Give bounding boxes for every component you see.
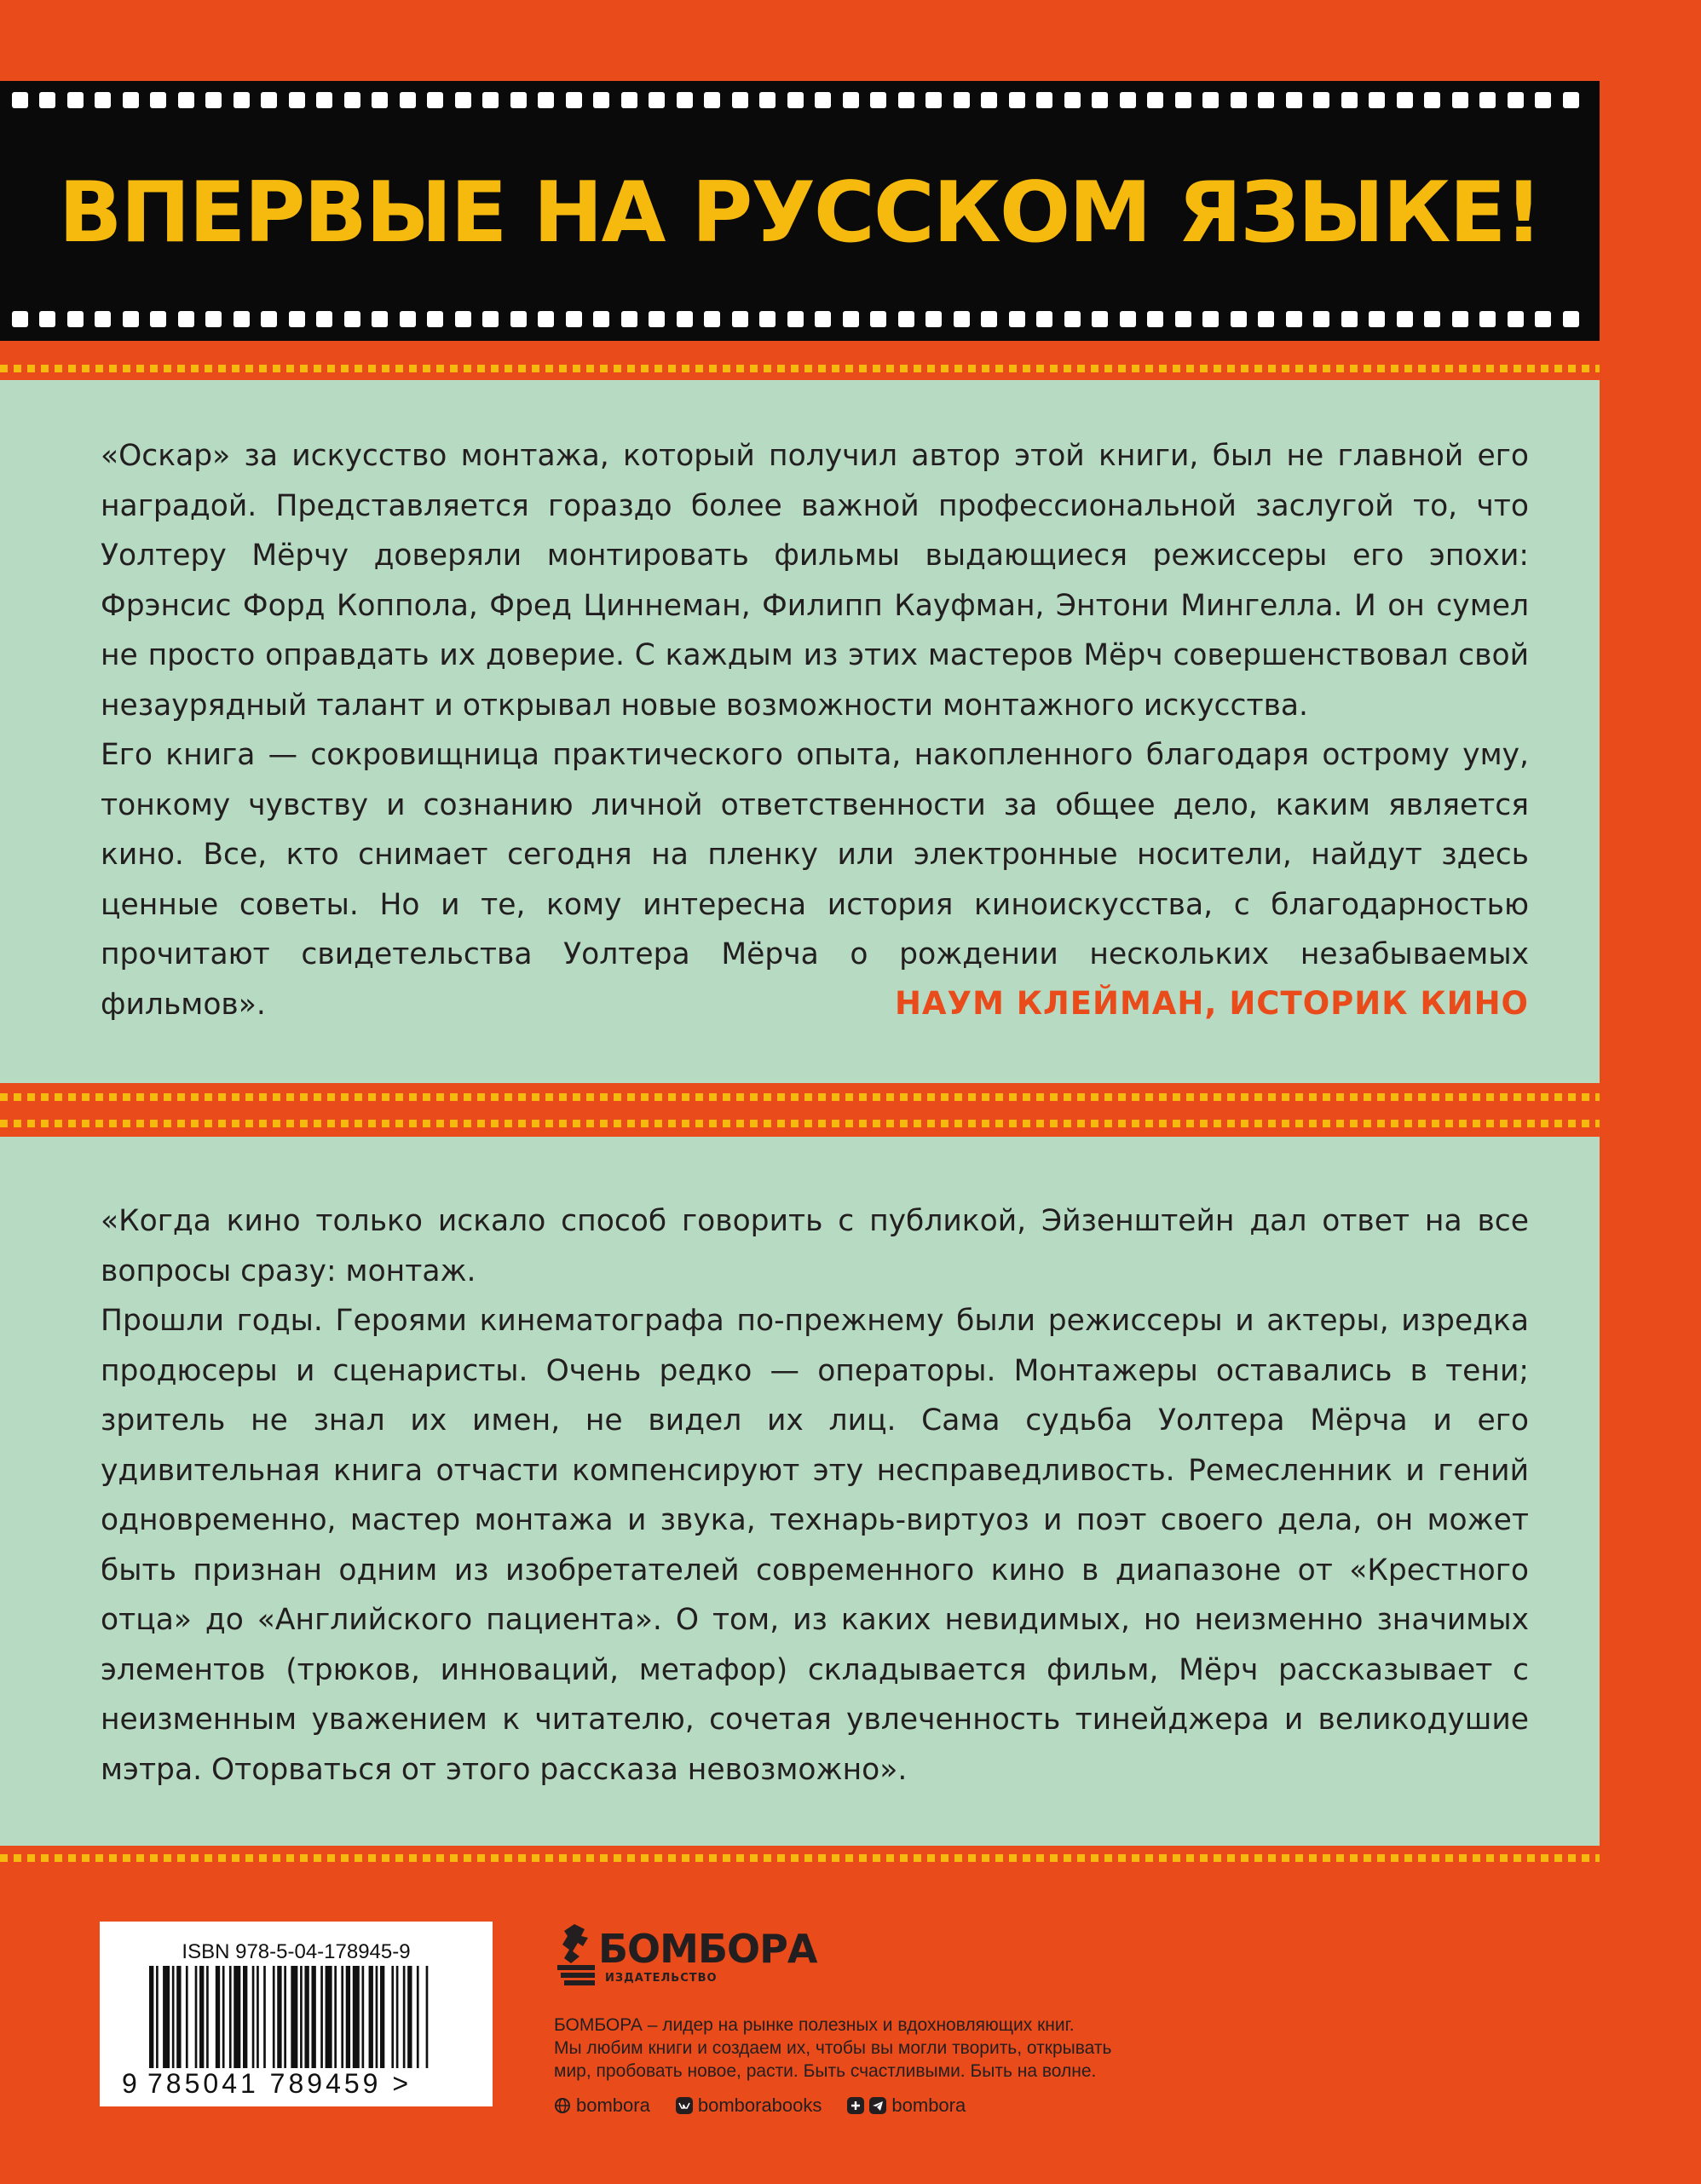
film-perforation: [1120, 92, 1136, 108]
film-strip-banner: [0, 81, 1600, 341]
film-perforation: [289, 92, 305, 108]
barcode-bar: [273, 1966, 275, 2068]
barcode-bars: [149, 1966, 430, 2068]
film-perforation: [1009, 311, 1025, 327]
film-perforation: [316, 92, 332, 108]
film-perforation: [482, 92, 499, 108]
film-perforation: [261, 92, 277, 108]
headline: ВПЕРВЫЕ НА РУССКОМ ЯЗЫКЕ!: [58, 164, 1542, 262]
quote-1-text: [101, 431, 1529, 1029]
film-perforation: [815, 311, 831, 327]
film-perforation: [981, 92, 997, 108]
film-perforation: [538, 311, 554, 327]
quote-panel-1: [0, 380, 1600, 1083]
film-perforation: [566, 311, 582, 327]
film-perforation: [178, 92, 194, 108]
film-perforation: [482, 311, 499, 327]
film-perforation: [954, 311, 970, 327]
barcode-bar: [326, 1966, 332, 2068]
barcode-bar: [195, 1966, 198, 2068]
film-perforation: [1313, 311, 1329, 327]
barcode-bar: [216, 1966, 220, 2068]
globe-icon: [554, 2097, 571, 2114]
social-link-1-label: bombora: [576, 2095, 650, 2116]
film-perforation: [1452, 311, 1468, 327]
film-perforation: [150, 92, 166, 108]
film-perforation: [1369, 92, 1385, 108]
film-perforation: [455, 311, 471, 327]
barcode-bar: [284, 1966, 286, 2068]
isbn-barcode: [100, 1922, 493, 2106]
film-perforation: [372, 311, 388, 327]
barcode-bar: [263, 1966, 266, 2068]
barcode-bar: [341, 1966, 343, 2068]
film-perforation: [1147, 311, 1163, 327]
film-perforation: [732, 311, 748, 327]
plus-icon: [847, 2097, 864, 2114]
film-perforation: [677, 92, 693, 108]
film-perforation: [1036, 311, 1052, 327]
film-perforation: [344, 92, 360, 108]
film-perforation: [1479, 92, 1496, 108]
film-perforation: [1369, 311, 1385, 327]
film-perforation: [759, 311, 776, 327]
film-perforation: [1120, 311, 1136, 327]
film-perforation: [67, 92, 84, 108]
film-perforation: [704, 311, 720, 327]
dotted-rail: [0, 1854, 1600, 1862]
social-link-3-label: bombora: [891, 2095, 966, 2116]
barcode-bar: [346, 1966, 350, 2068]
film-perforation: [843, 92, 859, 108]
barcode-bar: [176, 1966, 181, 2068]
film-perforation: [1009, 92, 1025, 108]
social-link-1[interactable]: [554, 2095, 650, 2117]
barcode-bar: [426, 1966, 429, 2068]
film-perforations-bottom: [0, 311, 1600, 330]
film-perforation: [981, 311, 997, 327]
film-perforation: [1231, 311, 1247, 327]
film-perforation: [1535, 92, 1551, 108]
film-perforation: [787, 311, 804, 327]
film-perforation: [677, 311, 693, 327]
film-perforation: [1424, 92, 1440, 108]
barcode-bar: [172, 1966, 175, 2068]
film-perforation: [759, 92, 776, 108]
film-perforation: [1202, 92, 1219, 108]
publisher-desc-line-1: БОМБОРА – лидер на рынке полезных и вдохновляющих книг.: [554, 2015, 1075, 2035]
barcode-bar: [252, 1966, 255, 2068]
publisher-desc-line-3: мир, пробовать новое, расти. Быть счастливыми. Быть на волне.: [554, 2061, 1097, 2081]
film-perforation: [1341, 311, 1358, 327]
film-perforation: [1202, 311, 1219, 327]
film-perforation: [372, 92, 388, 108]
film-perforation: [1563, 311, 1579, 327]
barcode-bar: [300, 1966, 303, 2068]
film-perforation: [178, 311, 194, 327]
barcode-bar: [353, 1966, 360, 2068]
film-perforation: [344, 311, 360, 327]
film-perforation: [234, 311, 250, 327]
film-perforation: [39, 311, 55, 327]
film-perforation: [870, 311, 886, 327]
film-perforation: [1397, 92, 1413, 108]
barcode-bar: [417, 1966, 419, 2068]
film-perforation: [205, 92, 222, 108]
film-perforation: [1092, 311, 1108, 327]
quote-1-paragraph-2: Его книга — сокровищница практического опыта, накопленного благодаря острому уму, тонкому чувству и сознанию личной ответственности за общее дело, каким является кино. Все, кто снимает сегодня на пленку или электронные носители, найдут здесь ценные советы. Но и те, кому интересна история киноискусства, с благодарностью прочитают свидетельства Уолтера Мёрча о рождении нескольких незабываемых фильмов».: [101, 738, 1529, 1022]
barcode-bar: [362, 1966, 365, 2068]
film-perforation: [1286, 311, 1302, 327]
film-perforation: [870, 92, 886, 108]
film-perforation: [925, 311, 942, 327]
film-perforation: [150, 311, 166, 327]
barcode-digits: [122, 2068, 412, 2100]
quote-1-paragraph-1: «Оскар» за искусство монтажа, который получил автор этой книги, был не главной его наградой. Представляется гораздо более важной профессиональной заслугой то, что Уолтеру Мёрчу доверяли монтировать фильмы выдающиеся режиссеры его эпохи: Фрэнсис Форд Коппола, Фред Циннеман, Филипп Кауфман, Энтони Мингелла. И он сумел не просто оправдать их доверие. С каждым из этих мастеров Мёрч совершенствовал свой незаурядный талант и открывал новые возможности монтажного искусства.: [101, 439, 1529, 723]
telegram-icon: [869, 2097, 886, 2114]
film-perforation: [649, 311, 665, 327]
film-perforation: [289, 311, 305, 327]
film-perforation: [1092, 92, 1108, 108]
barcode-bar: [320, 1966, 323, 2068]
film-perforation: [234, 92, 250, 108]
film-perforation: [787, 92, 804, 108]
film-perforation: [1508, 311, 1524, 327]
social-links: [554, 2095, 1202, 2117]
film-perforation: [1563, 92, 1579, 108]
barcode-bar: [149, 1966, 153, 2068]
film-perforation: [898, 92, 914, 108]
barcode-bar: [403, 1966, 406, 2068]
film-perforation: [123, 92, 139, 108]
film-perforation: [1175, 311, 1191, 327]
film-perforation: [1147, 92, 1163, 108]
film-perforation: [1064, 92, 1081, 108]
film-perforation: [67, 311, 84, 327]
film-perforation: [593, 311, 609, 327]
film-perforation: [427, 311, 443, 327]
barcode-bar: [291, 1966, 297, 2068]
dotted-rail: [0, 365, 1600, 372]
film-perforation: [1286, 92, 1302, 108]
film-perforation: [815, 92, 831, 108]
dotted-rail: [0, 1093, 1600, 1101]
film-perforation: [649, 92, 665, 108]
film-perforation: [95, 311, 111, 327]
barcode-bar: [391, 1966, 394, 2068]
barcode-bar: [396, 1966, 399, 2068]
film-perforation: [538, 92, 554, 108]
publisher-name: БОМБОРА: [598, 1926, 817, 1972]
film-perforation: [39, 92, 55, 108]
film-perforation: [621, 311, 637, 327]
film-perforation: [704, 92, 720, 108]
film-perforation: [12, 92, 28, 108]
film-perforation: [455, 92, 471, 108]
barcode-bar: [334, 1966, 337, 2068]
film-perforation: [925, 92, 942, 108]
film-perforation: [1341, 92, 1358, 108]
barcode-bar: [277, 1966, 281, 2068]
barcode-bar: [376, 1966, 378, 2068]
barcode-bar: [186, 1966, 188, 2068]
film-perforation: [261, 311, 277, 327]
film-perforation: [400, 92, 416, 108]
film-perforation: [1175, 92, 1191, 108]
barcode-bar: [222, 1966, 225, 2068]
film-perforation: [1424, 311, 1440, 327]
barcode-bar: [369, 1966, 373, 2068]
barcode-lead-digit: 9: [122, 2068, 141, 2099]
publisher-block: [554, 1916, 1202, 2117]
quote-2-text: [101, 1196, 1529, 1795]
barcode-bar: [234, 1966, 240, 2068]
film-perforation: [1313, 92, 1329, 108]
film-perforation: [1397, 311, 1413, 327]
publisher-description: [554, 2014, 1202, 2083]
film-perforation: [510, 92, 527, 108]
publisher-desc-line-2: Мы любим книги и создаем их, чтобы вы могли творить, открывать: [554, 2038, 1112, 2058]
film-perforation: [12, 311, 28, 327]
film-perforation: [316, 311, 332, 327]
quote-2-paragraph-1: «Когда кино только искало способ говорить с публикой, Эйзенштейн дал ответ на все вопросы сразу: монтаж.: [101, 1204, 1529, 1288]
film-perforation: [898, 311, 914, 327]
film-perforation: [1064, 311, 1081, 327]
quote-panel-2: [0, 1137, 1600, 1846]
film-perforation: [1508, 92, 1524, 108]
barcode-bar: [199, 1966, 204, 2068]
film-perforations-top: [0, 92, 1600, 111]
publisher-logo: [554, 1916, 1202, 1997]
film-perforation: [1258, 311, 1274, 327]
film-perforation: [1231, 92, 1247, 108]
film-perforation: [593, 92, 609, 108]
film-perforation: [400, 311, 416, 327]
barcode-bar: [156, 1966, 159, 2068]
vk-icon: [676, 2097, 693, 2114]
barcode-bar: [163, 1966, 170, 2068]
film-perforation: [1036, 92, 1052, 108]
film-perforation: [95, 92, 111, 108]
film-perforation: [123, 311, 139, 327]
social-link-2[interactable]: [676, 2095, 822, 2117]
film-perforation: [566, 92, 582, 108]
barcode-bar: [311, 1966, 315, 2068]
barcode-bar: [229, 1966, 232, 2068]
dotted-rail: [0, 1120, 1600, 1127]
social-link-2-label: bomborabooks: [697, 2095, 822, 2116]
film-perforation: [205, 311, 222, 327]
film-perforation: [1535, 311, 1551, 327]
barcode-bar: [257, 1966, 259, 2068]
barcode-number: 785041 789459 >: [147, 2068, 412, 2099]
film-perforation: [621, 92, 637, 108]
film-perforation: [732, 92, 748, 108]
film-perforation: [954, 92, 970, 108]
publisher-subtitle: ИЗДАТЕЛЬСТВО: [605, 1972, 718, 1985]
film-perforation: [1452, 92, 1468, 108]
film-perforation: [1258, 92, 1274, 108]
barcode-bar: [380, 1966, 384, 2068]
barcode-bar: [407, 1966, 412, 2068]
isbn-label: ISBN 978-5-04-178945-9: [182, 1940, 411, 1963]
barcode-bar: [304, 1966, 308, 2068]
film-perforation: [843, 311, 859, 327]
film-perforation: [1479, 311, 1496, 327]
film-perforation: [427, 92, 443, 108]
social-link-3[interactable]: [847, 2095, 966, 2117]
quote-2-paragraph-2: Прошли годы. Героями кинематографа по-прежнему были режиссеры и актеры, изредка продюсеры и сценаристы. Очень редко — операторы. Монтажеры оставались в тени; зритель не знал их имен, не видел их лиц. Сама судьба Уолтера Мёрча и его удивительная книга отчасти компенсируют эту несправедливость. Ремесленник и гений одновременно, мастер монтажа и звука, технарь-виртуоз и поэт своего дела, он может быть признан одним из изобретателей современного кино в диапазоне от «Крестного отца» до «Английского пациента». О том, из каких невидимых, но неизменно значимых элементов (трюков, инноваций, метафор) складывается фильм, Мёрч рассказывает с неизменным уважением к читателю, сочетая увлеченность тинейджера и великодушие мэтра. Оторваться от этого рассказа невозможно».: [101, 1304, 1529, 1787]
film-perforation: [510, 311, 527, 327]
barcode-bar: [206, 1966, 209, 2068]
barcode-bar: [243, 1966, 247, 2068]
quote-1-attribution: НАУМ КЛЕЙМАН, ИСТОРИК КИНО: [894, 985, 1529, 1022]
